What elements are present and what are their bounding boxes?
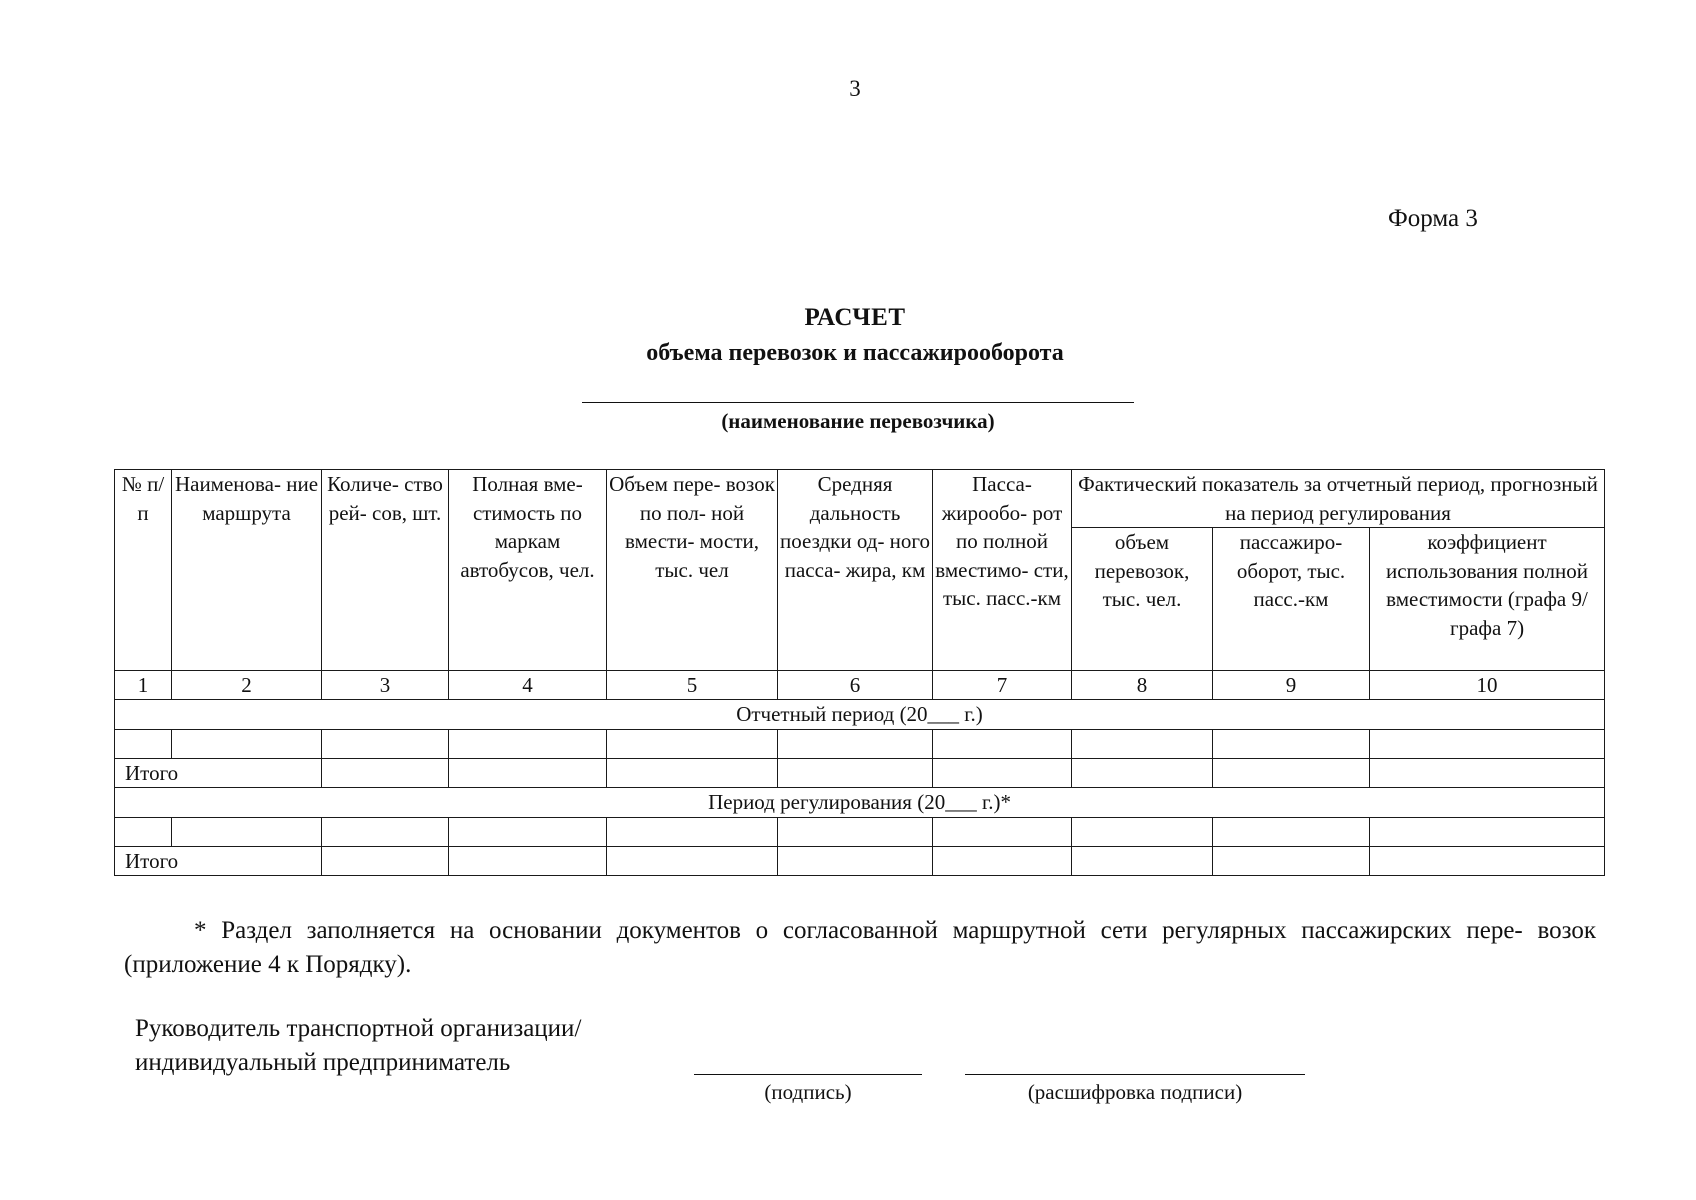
table-cell [322,730,449,759]
header-cell-actual-turnover: пассажиро- оборот, тыс. пасс.-км [1213,528,1370,671]
table-cell [449,759,607,788]
column-number-cell: 1 [115,671,172,700]
table-cell [1370,730,1605,759]
footnote [124,914,1596,982]
table-cell [933,818,1072,847]
column-number-cell: 8 [1072,671,1213,700]
section-title-regulation-period: Период регулирования (20___ г.)* [115,788,1605,818]
header-cell-actual-volume: объем перевозок, тыс. чел. [1072,528,1213,671]
table-cell [778,730,933,759]
table-cell [1072,818,1213,847]
table-cell [607,730,778,759]
document-title: РАСЧЕТ [804,304,906,331]
header-cell-trips-count: Количе- ство рей- сов, шт. [322,470,449,671]
section-title-reporting-period: Отчетный период (20___ г.) [115,700,1605,730]
document-subtitle: объема перевозок и пассажирооборота [646,340,1064,366]
table-cell [778,818,933,847]
table-cell [778,847,933,876]
section-row-reporting-period [115,700,1605,730]
form-label: Форма 3 [1388,205,1478,232]
total-row-regulation-period [115,847,1605,876]
table-cell [1370,847,1605,876]
table-header-row [115,470,1605,528]
table-cell [449,818,607,847]
table-cell [1072,847,1213,876]
signature-decode-caption: (расшифровка подписи) [1027,1080,1243,1104]
page-number: 3 [849,76,861,101]
carrier-name-caption: (наименование перевозчика) [721,409,995,433]
table-cell [172,818,322,847]
table-cell [1072,759,1213,788]
footnote-text: * Раздел заполняется на основании документов о согласованной маршрутной сети регулярных пассажирских пере- возок (приложение 4 к Порядку). [124,917,1596,978]
table-cell [322,818,449,847]
signature-decode-line [965,1074,1305,1075]
table-cell [1213,730,1370,759]
header-cell-average-distance: Средняя дальность поездки од- ного пасса- жира, км [778,470,933,671]
table-row [115,818,1605,847]
header-cell-full-capacity: Полная вме- стимость по маркам автобусов, чел. [449,470,607,671]
table-cell [778,759,933,788]
signer-title-line: Руководитель транспортной организации/ [135,1015,582,1042]
table-cell [933,730,1072,759]
column-number-cell: 7 [933,671,1072,700]
table-cell [1213,759,1370,788]
total-label: Итого [115,847,322,876]
total-label: Итого [115,759,322,788]
total-row-reporting-period [115,759,1605,788]
table-cell [449,847,607,876]
table-cell [607,818,778,847]
column-number-cell: 3 [322,671,449,700]
signature-line [694,1074,922,1075]
column-number-cell: 2 [172,671,322,700]
header-cell-number: № п/п [115,470,172,671]
table-cell [322,847,449,876]
table-cell [1213,818,1370,847]
table-cell [449,730,607,759]
signer-title [135,1012,581,1080]
table-cell [607,847,778,876]
column-number-cell: 10 [1370,671,1605,700]
table-cell [115,730,172,759]
table-cell [1370,818,1605,847]
table-cell [172,730,322,759]
table-cell [1213,847,1370,876]
column-number-cell: 9 [1213,671,1370,700]
column-number-row [115,671,1605,700]
header-cell-volume-full-capacity: Объем пере- возок по пол- ной вмести- мости, тыс. чел [607,470,778,671]
table-row [115,730,1605,759]
signature-caption: (подпись) [764,1080,852,1104]
header-cell-capacity-utilization: коэффициент использования полной вместимости (графа 9/ графа 7) [1370,528,1605,671]
carrier-name-line [582,402,1134,403]
section-row-regulation-period [115,788,1605,818]
table-cell [933,847,1072,876]
header-cell-actual-indicator-group: Фактический показатель за отчетный период, прогнозный на период регулирования [1072,470,1605,528]
header-cell-route-name: Наименова- ние маршрута [172,470,322,671]
signer-title-line: индивидуальный предприниматель [135,1049,511,1076]
table-cell [322,759,449,788]
table-cell [1370,759,1605,788]
column-number-cell: 4 [449,671,607,700]
table-cell [607,759,778,788]
header-cell-passenger-turnover-full: Пасса- жирообо- рот по полной вместимо- сти, тыс. пасс.-км [933,470,1072,671]
column-number-cell: 6 [778,671,933,700]
calculation-table [114,469,1605,876]
table-cell [115,818,172,847]
table-cell [1072,730,1213,759]
column-number-cell: 5 [607,671,778,700]
table-cell [933,759,1072,788]
